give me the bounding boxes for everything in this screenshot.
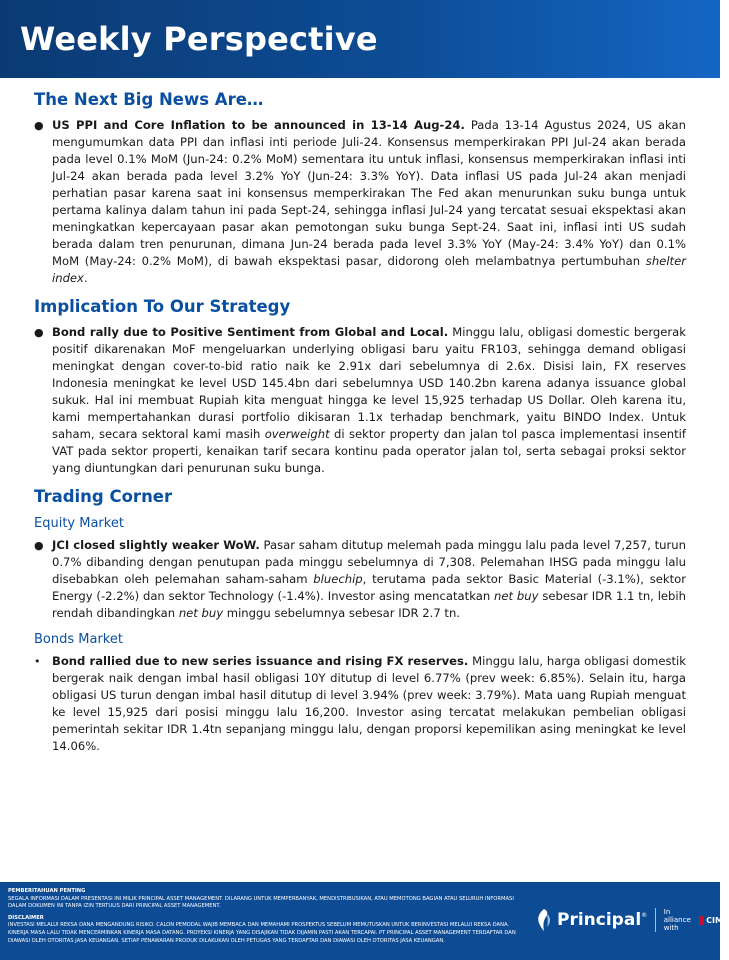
subsection-title-bonds: Bonds Market xyxy=(34,632,123,647)
cimb-logo-text: CIMB xyxy=(706,915,729,925)
subsection-title-equity: Equity Market xyxy=(34,516,124,531)
bonds-item-lead: Bond rallied due to new series issuance and rising FX reserves. xyxy=(52,654,469,668)
news-item-italic: shelter index xyxy=(52,254,686,285)
principal-logo xyxy=(535,905,729,935)
implication-item xyxy=(34,324,686,477)
bullet-icon: ● xyxy=(34,539,44,552)
implication-item-lead: Bond rally due to Positive Sentiment from Global and Local. xyxy=(52,325,449,339)
implication-item-text xyxy=(52,324,686,477)
alliance-text: In alliance with xyxy=(663,908,691,932)
main-content xyxy=(34,90,686,761)
equity-text-2: , terutama pada sektor Basic Material (-3.1%), sektor Energy (-2.2%) dan sektor Technology (-1.4%). Investor asing mencatatkan xyxy=(52,572,686,603)
equity-text-4: minggu sebelumnya sebesar IDR 2.7 tn. xyxy=(223,606,460,620)
news-item-tail: . xyxy=(83,271,88,285)
footer-legal-text xyxy=(8,888,528,945)
notice-text: SEGALA INFORMASI DALAM PRESENTASI INI MILIK PRINCIPAL ASSET MANAGEMENT. DILARANG UNTUK MEMPERBANYAK, MENDISTRIBUSIKAN, ATAU MEMOTONG BAGIAN ATAU SELURUH INFORMASI DALAM DOKUMEN INI TANPA IZIN TERTULIS DARI PRINCIPAL ASSET MANAGEMENT. xyxy=(8,895,514,910)
implication-item-tail: di sektor property dan jalan tol pasca implementasi insentif VAT pada sektor properti, kenaikan tarif secara kontinu pada operator jalan tol, serta sebagai proksi sektor yang diuntungkan dari penurunan suku bunga. xyxy=(52,427,686,475)
equity-italic-1: bluechip xyxy=(313,572,363,586)
disclaimer-title: DISCLAIMER xyxy=(8,914,44,921)
notice-title: PEMBERITAHUAN PENTING xyxy=(8,888,86,894)
page-title: Weekly Perspective xyxy=(20,20,378,58)
logo-divider xyxy=(655,908,656,932)
equity-text-3: sebesar IDR 1.1 tn, lebih rendah dibandingkan xyxy=(52,589,686,620)
news-item-lead: US PPI and Core Inflation to be announced in 13-14 Aug-24. xyxy=(52,118,465,132)
bonds-item-text xyxy=(52,653,686,755)
equity-item-lead: JCI closed slightly weaker WoW. xyxy=(52,538,260,552)
equity-italic-3: net buy xyxy=(178,606,224,620)
bonds-item xyxy=(34,653,686,755)
equity-italic-2: net buy xyxy=(494,589,539,603)
equity-item xyxy=(34,537,686,622)
section-title-trading-corner: Trading Corner xyxy=(34,487,173,506)
news-item xyxy=(34,117,686,287)
disclaimer-text: INVESTASI MELALUI REKSA DANA MENGANDUNG RISIKO. CALON PEMODAL WAJIB MEMBACA DAN MEMAHAMI PROSPEKTUS SEBELUM MEMUTUSKAN UNTUK BERINVESTASI MELALUI REKSA DANA. KINERJA MASA LALU TIDAK MENCERMINKAN KINERJA MASA DATANG. PROYEKSI KINERJA YANG DISAJIKAN TIDAK DIJAMIN PASTI AKAN TERCAPAI. PT PRINCIPAL ASSET MANAGEMENT TERDAFTAR DAN DIAWASI OLEH OTORITAS JASA KEUANGAN. SETIAP PENAWARAN PRODUK DILAKUKAN OLEH PETUGAS YANG TERDAFTAR DAN DIAWASI OLEH OTORITAS JASA KEUANGAN. xyxy=(8,922,516,944)
news-item-text xyxy=(52,117,686,287)
section-title-next-big-news: The Next Big News Are… xyxy=(34,90,264,109)
equity-text-1: Pasar saham ditutup melemah pada minggu lalu pada level 7,257, turun 0.7% dibanding dengan penutupan pada minggu sebelumnya di 7,308. Pelemahan IHSG pada minggu lalu disebabkan oleh pelemahan saham-saham xyxy=(52,538,686,586)
implication-item-italic: overweight xyxy=(264,427,330,441)
bullet-icon: ● xyxy=(34,119,44,132)
cimb-logo-icon xyxy=(699,916,704,925)
section-title-implication: Implication To Our Strategy xyxy=(34,297,291,316)
bonds-item-body: Minggu lalu, harga obligasi domestik bergerak naik dengan imbal hasil obligasi 10Y ditutup di level 6.77% (prev week: 6.85%). Selain itu, harga obligasi US turun dengan imbal hasil ditutup di level 3.94% (prev week: 3.79%). Mata uang Rupiah menguat ke level 15,925 dari posisi minggu lalu 16,200. Investor asing tercatat melakukan pembelian obligasi pemerintah sekitar IDR 1.4tn sepanjang minggu lalu, dengan proporsi kepemilikan asing meningkat ke level 14.06%. xyxy=(52,654,686,753)
page-header xyxy=(0,0,720,78)
registered-mark: ® xyxy=(641,911,648,919)
implication-item-body: Minggu lalu, obligasi domestic bergerak positif dikarenakan MoF mengeluarkan underlying obligasi baru yaitu FR103, sehingga demand obligasi meningkat dengan cover-to-bid ratio naik ke 2.91x dari sebelumnya di 2.6x. Disisi lain, FX reserves Indonesia meningkat ke level USD 145.4bn dari sebelumnya USD 140.2bn karena adanya issuance global sukuk. Hal ini membuat Rupiah kita menguat hingga ke level 15,925 terhadap US Dollar. Oleh karena itu, kami mempertahankan durasi portfolio dikisaran 1.1x terhadap benchmark, yaitu BINDO Index. Untuk saham, secara sektoral kami masih xyxy=(52,325,686,441)
bullet-icon: ● xyxy=(34,326,44,339)
principal-logo-icon xyxy=(535,908,553,932)
equity-item-text xyxy=(52,537,686,622)
principal-logo-text: Principal xyxy=(557,910,642,930)
news-item-body: Pada 13-14 Agustus 2024, US akan mengumumkan data PPI dan inflasi inti periode Juli-24. Konsensus memperkirakan PPI Jul-24 akan berada pada level 0.1% MoM (Jun-24: 0.2% MoM) sementara itu untuk inflasi, konsensus memperkirakan inflasi inti Jul-24 akan berada pada level 3.2% YoY (Jun-24: 3.3% YoY). Data inflasi US pada Jul-24 akan menjadi perhatian pasar karena saat ini konsensus memperkirakan The Fed akan menurunkan suku bunga untuk pertama kalinya dalam tahun ini pada Sept-24, sehingga inflasi Jul-24 yang tercatat sesuai ekspektasi akan meningkatkan kepercayaan pasar akan pemotongan suku bunga Sept-24. Saat ini, inflasi inti US sudah berada dalam tren penurunan, dimana Jun-24 berada pada level 3.3% YoY (May-24: 3.4% YoY) dan 0.1% MoM (May-24: 0.2% MoM), di bawah ekspektasi pasar, didorong oleh melambatnya pertumbuhan xyxy=(52,118,686,268)
bullet-icon: • xyxy=(34,655,41,668)
